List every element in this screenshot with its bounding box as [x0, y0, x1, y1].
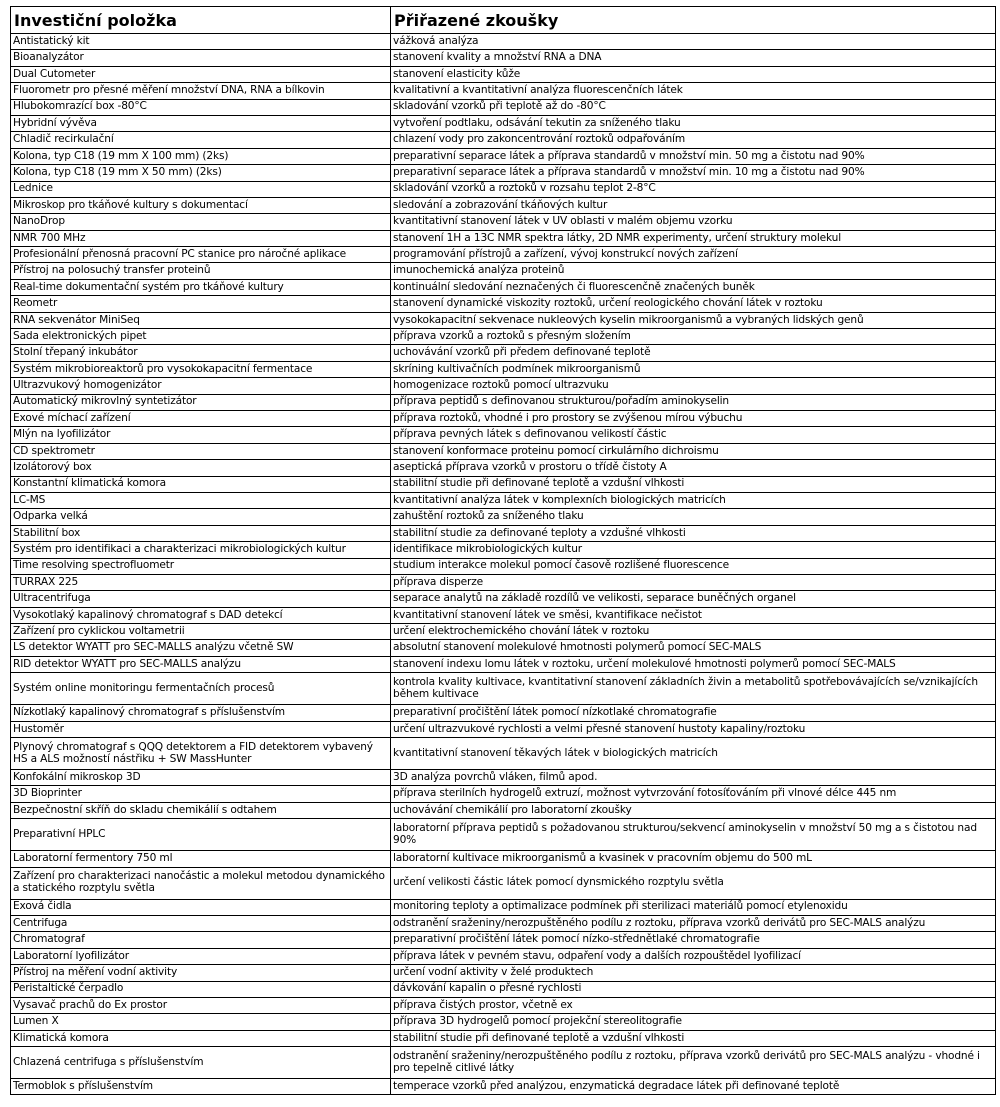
item-cell: Přístroj na polosuchý transfer proteinů — [11, 263, 391, 279]
table-row — [11, 509, 996, 525]
table-row — [11, 851, 996, 867]
tests-cell: stanovení elasticity kůže — [391, 66, 996, 82]
item-cell: Centrifuga — [11, 915, 391, 931]
item-cell: Lednice — [11, 181, 391, 197]
tests-cell: homogenizace roztoků pomocí ultrazvuku — [391, 378, 996, 394]
table-row — [11, 361, 996, 377]
tests-cell: laboratorní kultivace mikroorganismů a kvasinek v pracovním objemu do 500 mL — [391, 851, 996, 867]
item-cell: Konstantní klimatická komora — [11, 476, 391, 492]
item-cell: Hybridní vývěva — [11, 115, 391, 131]
table-row — [11, 410, 996, 426]
tests-cell: separace analytů na základě rozdílů ve velikosti, separace buněčných organel — [391, 591, 996, 607]
item-cell: Lumen X — [11, 1014, 391, 1030]
table-row — [11, 899, 996, 915]
item-cell: Kolona, typ C18 (19 mm X 100 mm) (2ks) — [11, 148, 391, 164]
item-cell: Stabilitní box — [11, 525, 391, 541]
header-row — [11, 7, 996, 34]
table-row — [11, 624, 996, 640]
item-cell: RNA sekvenátor MiniSeq — [11, 312, 391, 328]
table-row — [11, 329, 996, 345]
investment-table — [10, 6, 996, 1095]
item-cell: RID detektor WYATT pro SEC-MALLS analýzu — [11, 656, 391, 672]
table-row — [11, 656, 996, 672]
tests-cell: absolutní stanovení molekulové hmotnosti polymerů pomocí SEC-MALS — [391, 640, 996, 656]
table-row — [11, 197, 996, 213]
item-cell: Chlazená centrifuga s příslušenstvím — [11, 1047, 391, 1079]
item-cell: LS detektor WYATT pro SEC-MALLS analýzu včetně SW — [11, 640, 391, 656]
table-row — [11, 230, 996, 246]
item-cell: Real-time dokumentační systém pro tkáňové kultury — [11, 279, 391, 295]
item-cell: Přístroj na měření vodní aktivity — [11, 965, 391, 981]
tests-cell: preparativní separace látek a příprava standardů v množství min. 10 mg a čistotu nad 90% — [391, 165, 996, 181]
column-header-tests: Přiřazené zkoušky — [391, 7, 996, 34]
tests-cell: stabilitní studie za definované teploty a vzdušné vlhkosti — [391, 525, 996, 541]
table-row — [11, 915, 996, 931]
tests-cell: imunochemická analýza proteinů — [391, 263, 996, 279]
item-cell: Dual Cutometer — [11, 66, 391, 82]
tests-cell: laboratorní příprava peptidů s požadovanou strukturou/sekvencí aminokyselin v množství 50 mg a s čistotou nad 90% — [391, 819, 996, 851]
tests-cell: odstranění sraženiny/nerozpuštěného podílu z roztoku, příprava vzorků derivátů pro SEC-MALS analýzu — [391, 915, 996, 931]
table-row — [11, 738, 996, 770]
tests-cell: kontinuální sledování neznačených či fluorescenčně značených buněk — [391, 279, 996, 295]
item-cell: Sada elektronických pipet — [11, 329, 391, 345]
table-row — [11, 721, 996, 737]
tests-cell: preparativní pročištění látek pomocí nízkotlaké chromatografie — [391, 705, 996, 721]
table-row — [11, 378, 996, 394]
table-row — [11, 558, 996, 574]
table-row — [11, 476, 996, 492]
item-cell: Stolní třepaný inkubátor — [11, 345, 391, 361]
tests-cell: určení vodní aktivity v želé produktech — [391, 965, 996, 981]
table-row — [11, 66, 996, 82]
tests-cell: kvantitativní stanovení látek v UV oblasti v malém objemu vzorku — [391, 214, 996, 230]
table-row — [11, 99, 996, 115]
tests-cell: uchovávání chemikálií pro laboratorní zkoušky — [391, 802, 996, 818]
tests-cell: kvantitativní stanovení těkavých látek v biologických matricích — [391, 738, 996, 770]
tests-cell: monitoring teploty a optimalizace podmínek při sterilizaci materiálů pomocí etylenoxidu — [391, 899, 996, 915]
table-row — [11, 148, 996, 164]
item-cell: Bioanalyzátor — [11, 50, 391, 66]
tests-cell: stanovení indexu lomu látek v roztoku, určení molekulové hmotnosti polymerů pomocí SEC-MALS — [391, 656, 996, 672]
item-cell: TURRAX 225 — [11, 574, 391, 590]
tests-cell: určení velikosti částic látek pomocí dynsmického rozptylu světla — [391, 867, 996, 899]
item-cell: 3D Bioprinter — [11, 786, 391, 802]
item-cell: Plynový chromatograf s QQQ detektorem a FID detektorem vybavený HS a ALS možností nástřiku + SW MassHunter — [11, 738, 391, 770]
item-cell: Exové míchací zařízení — [11, 410, 391, 426]
table-row — [11, 443, 996, 459]
tests-cell: vytvoření podtlaku, odsávání tekutin za sníženého tlaku — [391, 115, 996, 131]
item-cell: Vysokotlaký kapalinový chromatograf s DAD detekcí — [11, 607, 391, 623]
table-row — [11, 50, 996, 66]
item-cell: Zařízení pro cyklickou voltametrii — [11, 624, 391, 640]
item-cell: NanoDrop — [11, 214, 391, 230]
item-cell: Reometr — [11, 296, 391, 312]
tests-cell: příprava peptidů s definovanou strukturou/pořadím aminokyselin — [391, 394, 996, 410]
tests-cell: vážková analýza — [391, 34, 996, 50]
item-cell: Hustoměr — [11, 721, 391, 737]
table-row — [11, 786, 996, 802]
item-cell: Vysavač prachů do Ex prostor — [11, 997, 391, 1013]
tests-cell: kontrola kvality kultivace, kvantitativní stanovení základních živin a metabolitů spotřebovávajících se/vznikajících během kultivace — [391, 673, 996, 705]
tests-cell: dávkování kapalin o přesné rychlosti — [391, 981, 996, 997]
tests-cell: stanovení konformace proteinu pomocí cirkulárního dichroismu — [391, 443, 996, 459]
tests-cell: identifikace mikrobiologických kultur — [391, 542, 996, 558]
tests-cell: zahuštění roztoků za sníženého tlaku — [391, 509, 996, 525]
item-cell: Mlýn na lyofilizátor — [11, 427, 391, 443]
item-cell: Systém online monitoringu fermentačních procesů — [11, 673, 391, 705]
item-cell: Systém pro identifikaci a charakterizaci mikrobiologických kultur — [11, 542, 391, 558]
table-row — [11, 1030, 996, 1046]
table-row — [11, 427, 996, 443]
item-cell: Automatický mikrovlný syntetizátor — [11, 394, 391, 410]
item-cell: LC-MS — [11, 492, 391, 508]
tests-cell: příprava vzorků a roztoků s přesným složením — [391, 329, 996, 345]
tests-cell: příprava látek v pevném stavu, odpaření vody a dalších rozpouštědel lyofilizací — [391, 948, 996, 964]
item-cell: Ultrazvukový homogenizátor — [11, 378, 391, 394]
item-cell: Laboratorní fermentory 750 ml — [11, 851, 391, 867]
tests-cell: chlazení vody pro zakoncentrování roztoků odpařováním — [391, 132, 996, 148]
table-row — [11, 263, 996, 279]
tests-cell: studium interakce molekul pomocí časově rozlišené fluorescence — [391, 558, 996, 574]
tests-cell: skríning kultivačních podmínek mikroorganismů — [391, 361, 996, 377]
tests-cell: příprava čistých prostor, včetně ex — [391, 997, 996, 1013]
item-cell: Konfokální mikroskop 3D — [11, 770, 391, 786]
item-cell: Time resolving spectrofluometr — [11, 558, 391, 574]
table-row — [11, 932, 996, 948]
column-header-item: Investiční položka — [11, 7, 391, 34]
tests-cell: určení ultrazvukové rychlosti a velmi přesné stanovení hustoty kapaliny/roztoku — [391, 721, 996, 737]
tests-cell: kvantitativní analýza látek v komplexních biologických matricích — [391, 492, 996, 508]
tests-cell: určení elektrochemického chování látek v roztoku — [391, 624, 996, 640]
item-cell: Odparka velká — [11, 509, 391, 525]
table-row — [11, 607, 996, 623]
item-cell: Fluorometr pro přesné měření množství DNA, RNA a bílkovin — [11, 83, 391, 99]
tests-cell: stabilitní studie při definované teplotě a vzdušní vlhkosti — [391, 1030, 996, 1046]
item-cell: Chromatograf — [11, 932, 391, 948]
table-row — [11, 1079, 996, 1095]
tests-cell: vysokokapacitní sekvenace nukleových kyselin mikroorganismů a vybraných lidských genů — [391, 312, 996, 328]
tests-cell: aseptická příprava vzorků v prostoru o třídě čistoty A — [391, 460, 996, 476]
tests-cell: stanovení kvality a množství RNA a DNA — [391, 50, 996, 66]
item-cell: Antistatický kit — [11, 34, 391, 50]
item-cell: Chladič recirkulační — [11, 132, 391, 148]
tests-cell: sledování a zobrazování tkáňových kultur — [391, 197, 996, 213]
tests-cell: příprava pevných látek s definovanou velikostí částic — [391, 427, 996, 443]
table-row — [11, 34, 996, 50]
item-cell: Preparativní HPLC — [11, 819, 391, 851]
table-row — [11, 965, 996, 981]
tests-cell: programování přístrojů a zařízení, vývoj konstrukcí nových zařízení — [391, 247, 996, 263]
tests-cell: odstranění sraženiny/nerozpuštěného podílu z roztoku, příprava vzorků derivátů pro SEC-MALS analýzu - vhodné i pro tepelně citlivé látky — [391, 1047, 996, 1079]
table-row — [11, 296, 996, 312]
table-row — [11, 312, 996, 328]
table-row — [11, 181, 996, 197]
table-row — [11, 115, 996, 131]
tests-cell: kvalitativní a kvantitativní analýza fluorescenčních látek — [391, 83, 996, 99]
table-row — [11, 981, 996, 997]
item-cell: Klimatická komora — [11, 1030, 391, 1046]
item-cell: Zařízení pro charakterizaci nanočástic a molekul metodou dynamického a statického rozptylu světla — [11, 867, 391, 899]
table-row — [11, 460, 996, 476]
table-row — [11, 770, 996, 786]
table-row — [11, 640, 996, 656]
item-cell: Laboratorní lyofilizátor — [11, 948, 391, 964]
item-cell: Systém mikrobioreaktorů pro vysokokapacitní fermentace — [11, 361, 391, 377]
table-row — [11, 1047, 996, 1079]
table-row — [11, 542, 996, 558]
item-cell: Ultracentrifuga — [11, 591, 391, 607]
tests-cell: skladování vzorků a roztoků v rozsahu teplot 2-8°C — [391, 181, 996, 197]
item-cell: Mikroskop pro tkáňové kultury s dokumentací — [11, 197, 391, 213]
item-cell: Izolátorový box — [11, 460, 391, 476]
table-row — [11, 591, 996, 607]
item-cell: Hlubokomrazící box -80°C — [11, 99, 391, 115]
item-cell: NMR 700 MHz — [11, 230, 391, 246]
table-row — [11, 247, 996, 263]
tests-cell: stabilitní studie při definované teplotě a vzdušní vlhkosti — [391, 476, 996, 492]
tests-cell: kvantitativní stanovení látek ve směsi, kvantifikace nečistot — [391, 607, 996, 623]
table-row — [11, 673, 996, 705]
table-row — [11, 214, 996, 230]
table-row — [11, 394, 996, 410]
tests-cell: příprava 3D hydrogelů pomocí projekční stereolitografie — [391, 1014, 996, 1030]
table-row — [11, 165, 996, 181]
table-row — [11, 83, 996, 99]
item-cell: Exová čidla — [11, 899, 391, 915]
item-cell: Termoblok s příslušenstvím — [11, 1079, 391, 1095]
table-row — [11, 948, 996, 964]
tests-cell: uchovávání vzorků při předem definované teplotě — [391, 345, 996, 361]
tests-cell: stanovení dynamické viskozity roztoků, určení reologického chování látek v roztoku — [391, 296, 996, 312]
tests-cell: preparativní separace látek a příprava standardů v množství min. 50 mg a čistotu nad 90% — [391, 148, 996, 164]
item-cell: Bezpečnostní skříň do skladu chemikálií s odtahem — [11, 802, 391, 818]
table-row — [11, 705, 996, 721]
table-row — [11, 819, 996, 851]
tests-cell: stanovení 1H a 13C NMR spektra látky, 2D NMR experimenty, určení struktury molekul — [391, 230, 996, 246]
tests-cell: temperace vzorků před analýzou, enzymatická degradace látek při definované teplotě — [391, 1079, 996, 1095]
item-cell: Peristaltické čerpadlo — [11, 981, 391, 997]
tests-cell: příprava sterilních hydrogelů extruzí, možnost vytvrzování fotosíťováním při vlnové délce 445 nm — [391, 786, 996, 802]
item-cell: Nízkotlaký kapalinový chromatograf s příslušenstvím — [11, 705, 391, 721]
table-row — [11, 525, 996, 541]
item-cell: Profesionální přenosná pracovní PC stanice pro náročné aplikace — [11, 247, 391, 263]
table-row — [11, 279, 996, 295]
table-row — [11, 802, 996, 818]
table-row — [11, 997, 996, 1013]
table-row — [11, 345, 996, 361]
table-row — [11, 1014, 996, 1030]
tests-cell: preparativní pročištění látek pomocí nízko-střednětlaké chromatografie — [391, 932, 996, 948]
tests-cell: příprava disperze — [391, 574, 996, 590]
item-cell: Kolona, typ C18 (19 mm X 50 mm) (2ks) — [11, 165, 391, 181]
table-row — [11, 492, 996, 508]
table-row — [11, 867, 996, 899]
tests-cell: skladování vzorků při teplotě až do -80°C — [391, 99, 996, 115]
table-row — [11, 132, 996, 148]
tests-cell: příprava roztoků, vhodné i pro prostory se zvýšenou mírou výbuchu — [391, 410, 996, 426]
tests-cell: 3D analýza povrchů vláken, filmů apod. — [391, 770, 996, 786]
item-cell: CD spektrometr — [11, 443, 391, 459]
table-row — [11, 574, 996, 590]
